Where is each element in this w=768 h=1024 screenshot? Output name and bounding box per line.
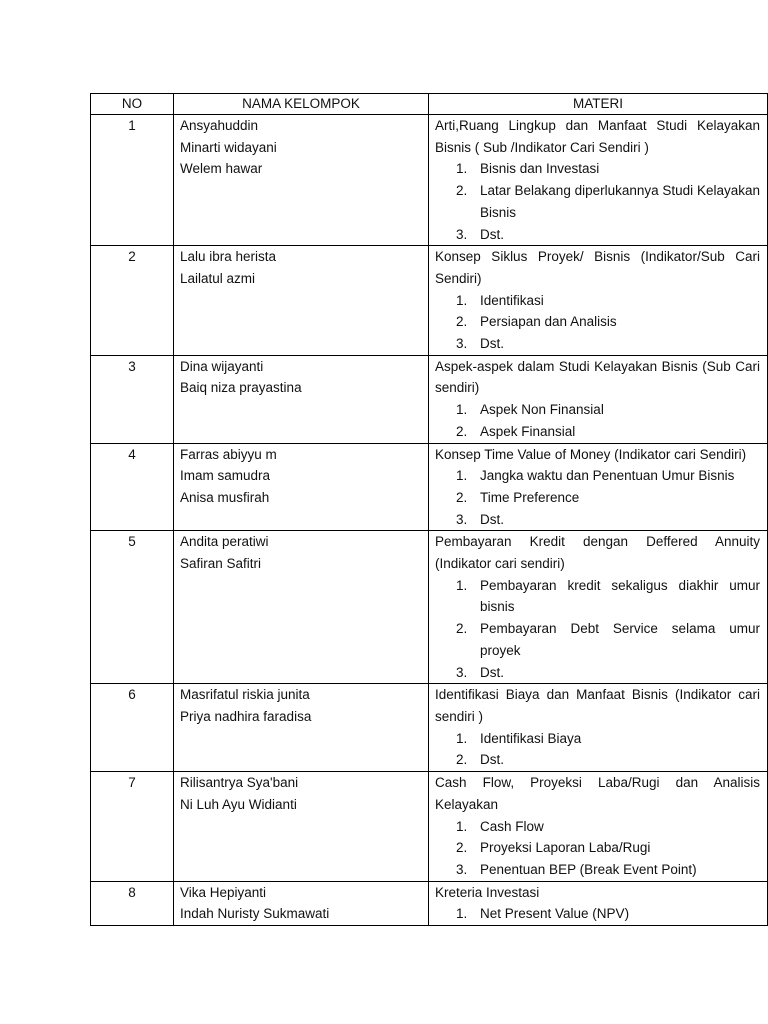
member-name: Welem hawar bbox=[180, 161, 263, 177]
materi-topic: Konsep Time Value of Money (Indikator cari Sendiri) bbox=[435, 446, 747, 462]
subtopic-item bbox=[435, 421, 760, 443]
subtopic-text: Aspek Non Finansial bbox=[480, 402, 604, 418]
subtopic-number: 2. bbox=[456, 423, 468, 439]
subtopic-number: 3. bbox=[456, 861, 468, 877]
subtopic-text: Dst. bbox=[480, 336, 505, 352]
subtopic-item bbox=[435, 509, 760, 531]
group-assignment-table bbox=[90, 93, 768, 926]
group-members-cell bbox=[174, 246, 429, 356]
subtopic-number: 2. bbox=[456, 752, 468, 768]
member-name: Minarti widayani bbox=[180, 139, 277, 155]
subtopic-text: Dst. bbox=[480, 664, 505, 680]
subtopic-item bbox=[435, 662, 760, 684]
materi-topic: Aspek-aspek dalam Studi Kelayakan Bisnis (Sub Cari sendiri) bbox=[435, 358, 760, 396]
header-no: NO bbox=[91, 94, 174, 115]
subtopic-list bbox=[435, 728, 760, 771]
table-row bbox=[91, 531, 768, 684]
subtopic-item bbox=[435, 487, 760, 509]
member-name: Ni Luh Ayu Widianti bbox=[180, 796, 297, 812]
table-row bbox=[91, 443, 768, 531]
subtopic-number: 1. bbox=[456, 577, 468, 593]
subtopic-list bbox=[435, 903, 760, 925]
subtopic-text: Latar Belakang diperlukannya Studi Kelayakan Bisnis bbox=[480, 183, 760, 220]
header-materi: MATERI bbox=[429, 94, 768, 115]
subtopic-item bbox=[435, 333, 760, 355]
member-name: Dina wijayanti bbox=[180, 358, 264, 374]
row-number: 5 bbox=[91, 531, 174, 684]
subtopic-text: Persiapan dan Analisis bbox=[480, 314, 617, 330]
subtopic-number: 1. bbox=[456, 292, 468, 308]
materi-cell bbox=[429, 355, 768, 443]
materi-topic: Cash Flow, Proyeksi Laba/Rugi dan Analisis Kelayakan bbox=[435, 775, 760, 812]
subtopic-text: Cash Flow bbox=[480, 818, 544, 834]
subtopic-text: Identifikasi bbox=[480, 292, 544, 308]
subtopic-number: 2. bbox=[456, 489, 468, 505]
subtopic-number: 3. bbox=[456, 664, 468, 680]
subtopic-item bbox=[435, 837, 760, 859]
subtopic-text: Net Present Value (NPV) bbox=[480, 906, 630, 922]
subtopic-number: 3. bbox=[456, 511, 468, 527]
subtopic-number: 2. bbox=[456, 840, 468, 856]
subtopic-item bbox=[435, 575, 760, 618]
member-name: Rilisantrya Sya'bani bbox=[180, 775, 299, 791]
subtopic-text: Dst. bbox=[480, 752, 505, 768]
subtopic-text: Aspek Finansial bbox=[480, 423, 576, 439]
row-number: 8 bbox=[91, 881, 174, 925]
subtopic-number: 1. bbox=[456, 468, 468, 484]
member-name: Indah Nuristy Sukmawati bbox=[180, 906, 330, 922]
materi-cell bbox=[429, 531, 768, 684]
row-number: 6 bbox=[91, 684, 174, 772]
row-number: 2 bbox=[91, 246, 174, 356]
subtopic-number: 1. bbox=[456, 161, 468, 177]
subtopic-item bbox=[435, 859, 760, 881]
group-members-cell bbox=[174, 684, 429, 772]
subtopic-text: Identifikasi Biaya bbox=[480, 730, 582, 746]
group-members-cell bbox=[174, 531, 429, 684]
subtopic-item bbox=[435, 749, 760, 771]
subtopic-item bbox=[435, 728, 760, 750]
materi-topic: Kreteria Investasi bbox=[435, 884, 540, 900]
subtopic-number: 1. bbox=[456, 906, 468, 922]
table-row bbox=[91, 246, 768, 356]
subtopic-text: Penentuan BEP (Break Event Point) bbox=[480, 861, 697, 877]
subtopic-text: Dst. bbox=[480, 226, 505, 242]
group-members-cell bbox=[174, 443, 429, 531]
subtopic-item bbox=[435, 816, 760, 838]
subtopic-number: 1. bbox=[456, 818, 468, 834]
subtopic-list bbox=[435, 158, 760, 245]
group-members-cell bbox=[174, 115, 429, 246]
materi-topic: Identifikasi Biaya dan Manfaat Bisnis (Indikator cari sendiri ) bbox=[435, 687, 760, 724]
member-name: Safiran Safitri bbox=[180, 556, 262, 572]
row-number: 3 bbox=[91, 355, 174, 443]
member-name: Ansyahuddin bbox=[180, 118, 259, 133]
member-name: Masrifatul riskia junita bbox=[180, 687, 310, 703]
table-row bbox=[91, 684, 768, 772]
subtopic-list bbox=[435, 290, 760, 355]
table-row bbox=[91, 115, 768, 246]
subtopic-list bbox=[435, 816, 760, 881]
materi-topic: Konsep Siklus Proyek/ Bisnis (Indikator/Sub Cari Sendiri) bbox=[435, 249, 760, 286]
subtopic-list bbox=[435, 465, 760, 530]
member-name: Lalu ibra herista bbox=[180, 249, 277, 265]
table-row bbox=[91, 355, 768, 443]
subtopic-number: 2. bbox=[456, 183, 468, 199]
member-name: Baiq niza prayastina bbox=[180, 380, 302, 396]
subtopic-text: Jangka waktu dan Penentuan Umur Bisnis bbox=[480, 468, 735, 484]
group-members-cell bbox=[174, 772, 429, 882]
subtopic-item bbox=[435, 290, 760, 312]
table-body bbox=[91, 115, 768, 926]
group-members-cell bbox=[174, 881, 429, 925]
subtopic-item bbox=[435, 399, 760, 421]
subtopic-text: Proyeksi Laporan Laba/Rugi bbox=[480, 840, 651, 856]
member-name: Anisa musfirah bbox=[180, 489, 270, 505]
subtopic-item bbox=[435, 180, 760, 223]
row-number: 7 bbox=[91, 772, 174, 882]
subtopic-item bbox=[435, 224, 760, 246]
row-number: 4 bbox=[91, 443, 174, 531]
table-row bbox=[91, 772, 768, 882]
member-name: Andita peratiwi bbox=[180, 534, 269, 550]
materi-cell bbox=[429, 443, 768, 531]
materi-cell bbox=[429, 772, 768, 882]
materi-cell bbox=[429, 881, 768, 925]
member-name: Farras abiyyu m bbox=[180, 446, 277, 462]
materi-cell bbox=[429, 115, 768, 246]
subtopic-item bbox=[435, 618, 760, 661]
subtopic-item bbox=[435, 158, 760, 180]
subtopic-text: Dst. bbox=[480, 511, 505, 527]
subtopic-item bbox=[435, 465, 760, 487]
subtopic-number: 1. bbox=[456, 402, 468, 418]
materi-cell bbox=[429, 684, 768, 772]
group-members-cell bbox=[174, 355, 429, 443]
subtopic-list bbox=[435, 399, 760, 442]
table-row bbox=[91, 881, 768, 925]
subtopic-text: Time Preference bbox=[480, 489, 580, 505]
subtopic-item bbox=[435, 903, 760, 925]
subtopic-number: 2. bbox=[456, 621, 468, 637]
member-name: Priya nadhira faradisa bbox=[180, 708, 312, 724]
table-header bbox=[91, 94, 768, 115]
subtopic-list bbox=[435, 575, 760, 684]
subtopic-text: Bisnis dan Investasi bbox=[480, 161, 600, 177]
header-row bbox=[91, 94, 768, 115]
materi-topic: Arti,Ruang Lingkup dan Manfaat Studi Kelayakan Bisnis ( Sub /Indikator Cari Sendiri ) bbox=[435, 118, 760, 155]
member-name: Vika Hepiyanti bbox=[180, 884, 267, 900]
member-name: Lailatul azmi bbox=[180, 270, 256, 286]
materi-cell bbox=[429, 246, 768, 356]
subtopic-number: 2. bbox=[456, 314, 468, 330]
subtopic-text: Pembayaran kredit sekaligus diakhir umur bisnis bbox=[480, 577, 760, 615]
materi-topic: Pembayaran Kredit dengan Deffered Annuity (Indikator cari sendiri) bbox=[435, 534, 760, 572]
subtopic-number: 1. bbox=[456, 730, 468, 746]
subtopic-number: 3. bbox=[456, 336, 468, 352]
member-name: Imam samudra bbox=[180, 468, 271, 484]
subtopic-item bbox=[435, 311, 760, 333]
subtopic-number: 3. bbox=[456, 226, 468, 242]
row-number: 1 bbox=[91, 115, 174, 246]
header-group-names: NAMA KELOMPOK bbox=[174, 94, 429, 115]
subtopic-text: Pembayaran Debt Service selama umur proyek bbox=[480, 621, 760, 658]
